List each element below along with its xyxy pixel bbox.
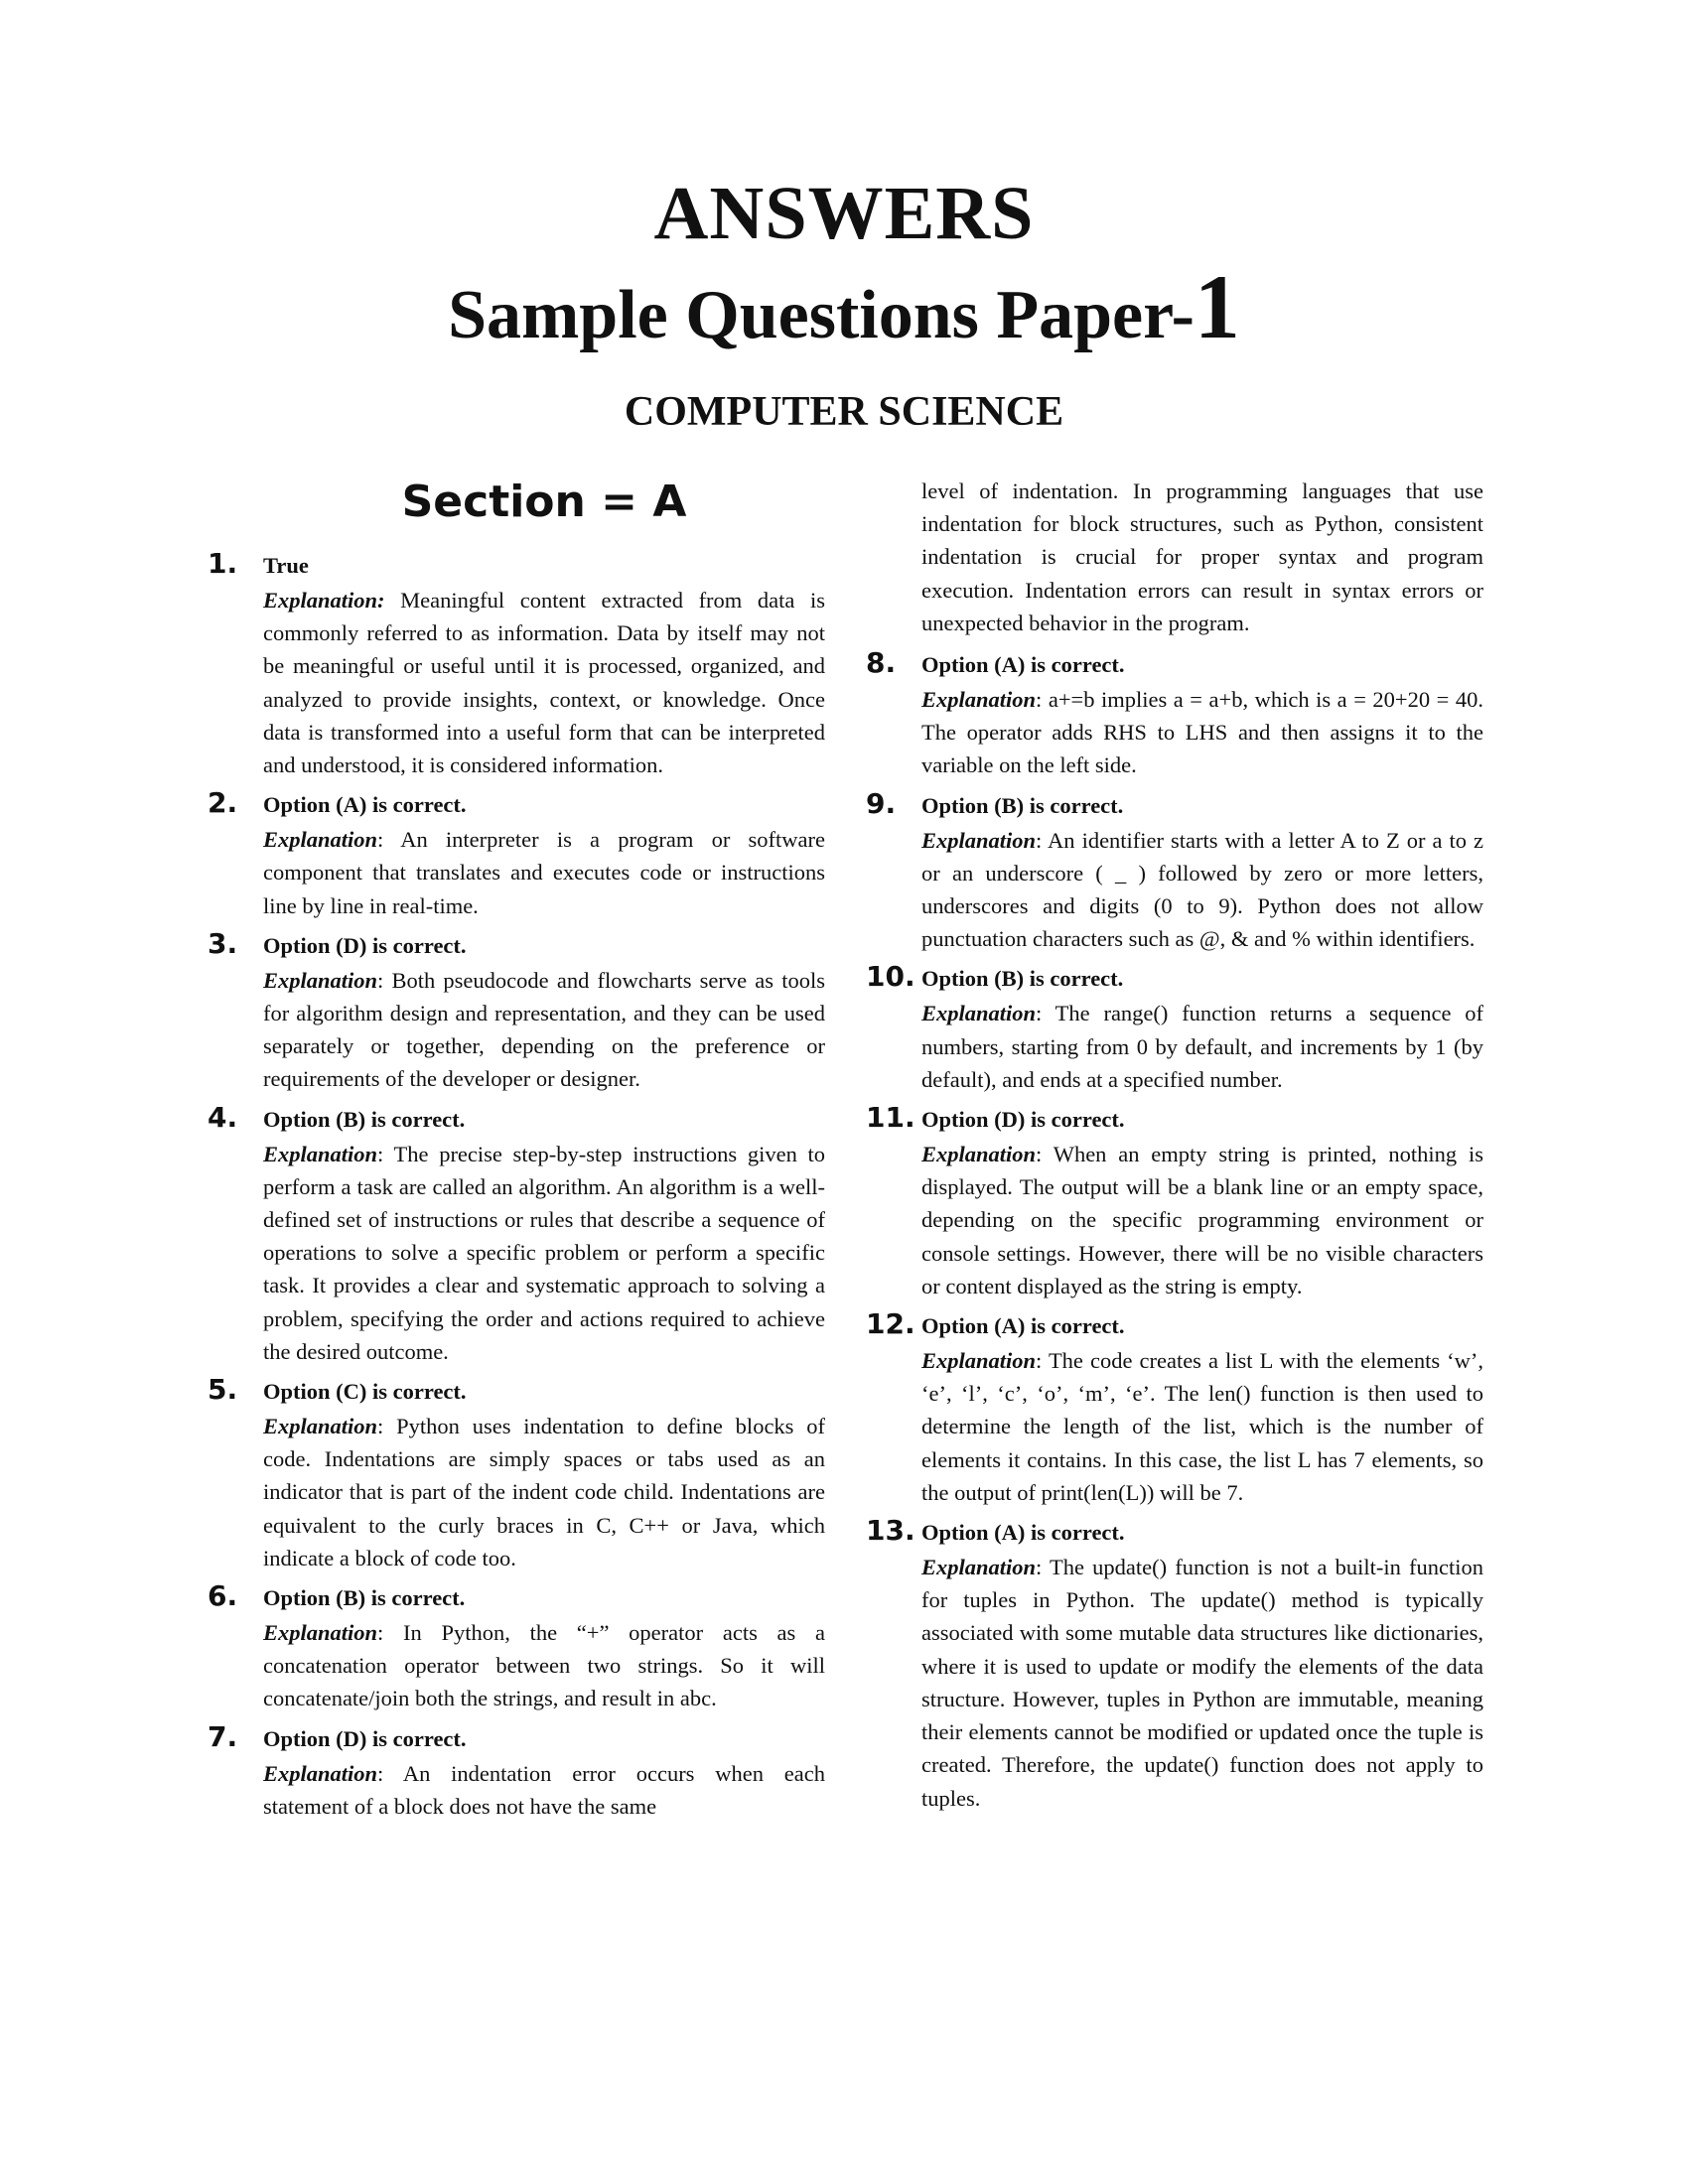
- explanation: [263, 1138, 825, 1368]
- question-number: 10.: [866, 960, 915, 994]
- explanation-text: : An identifier starts with a letter A to Z or a to z or an underscore ( _ ) followed by zero or more letters, underscores and digits (0 to 9). Python does not allow punctuation characters such as @, & and % within identifiers.: [921, 827, 1483, 952]
- explanation-text: : When an empty string is printed, nothing is displayed. The output will be a blank line or an empty space, depending on the specific programming environment or console settings. However, there will be no visible characters or content displayed as the string is empty.: [921, 1142, 1483, 1298]
- explanation-label: Explanation: [263, 1760, 378, 1786]
- answer-item: [208, 1100, 825, 1368]
- answer-item: [866, 1514, 1483, 1815]
- answer-line: Option (B) is correct.: [921, 792, 1124, 818]
- paper-number: 1: [1194, 256, 1240, 357]
- question-number: 5.: [208, 1373, 238, 1407]
- answer-line: True: [263, 553, 309, 578]
- explanation: [921, 1138, 1483, 1302]
- paper-title-text: Sample Questions Paper-: [448, 277, 1195, 353]
- explanation: [263, 1616, 825, 1715]
- explanation-label: Explanation: [921, 1348, 1037, 1374]
- answer-item: [208, 1373, 825, 1574]
- explanation-text: : The range() function returns a sequence of numbers, starting from 0 by default, and increments by 1 (by default), and ends at a specified number.: [921, 1001, 1483, 1092]
- explanation-label: Explanation: [921, 827, 1037, 853]
- explanation: [263, 1757, 825, 1823]
- explanation-label: Explanation: [921, 1555, 1037, 1580]
- page-title: ANSWERS: [653, 172, 1035, 255]
- question-number: 4.: [208, 1100, 238, 1134]
- explanation-label: Explanation:: [263, 588, 385, 613]
- answer-line: Option (B) is correct.: [263, 1585, 466, 1611]
- explanation: [263, 823, 825, 922]
- continued-explanation: level of indentation. In programming languages that use indentation for block structures, such as Python, consistent indentation is crucial for proper syntax and program execution. Indentation errors can result in syntax errors or unexpected behavior in the program.: [921, 478, 1483, 635]
- explanation: [263, 584, 825, 781]
- question-number: 3.: [208, 926, 238, 960]
- explanation-label: Explanation: [263, 967, 378, 993]
- question-number: 2.: [208, 786, 238, 820]
- explanation: [921, 683, 1483, 782]
- explanation-text: : An indentation error occurs when each statement of a block does not have the same: [263, 1760, 825, 1819]
- answer-line: Option (D) is correct.: [921, 1107, 1125, 1133]
- explanation: [921, 1551, 1483, 1815]
- explanation-text: : a+=b implies a = a+b, which is a = 20+20 = 40. The operator adds RHS to LHS and then assigns it to the variable on the left side.: [921, 687, 1483, 778]
- answer-item: [208, 786, 825, 922]
- answer-item: [208, 1719, 825, 1823]
- explanation-label: Explanation: [263, 1141, 378, 1166]
- explanation: [921, 824, 1483, 956]
- question-number: 12.: [866, 1307, 915, 1341]
- paper-title: [0, 256, 1688, 361]
- explanation-text: : The update() function is not a built-in function for tuples in Python. The update() method is typically associated with some mutable data structures like dictionaries, where it is used to update or modify the elements of the data structure. However, tuples in Python are immutable, meaning their elements cannot be modified or updated once the tuple is created. Therefore, the update() function does not apply to tuples.: [921, 1555, 1483, 1811]
- answer-line: Option (B) is correct.: [921, 966, 1124, 992]
- answer-item: [208, 1579, 825, 1715]
- question-number: 13.: [866, 1514, 915, 1548]
- answer-item: [866, 1101, 1483, 1302]
- explanation: [263, 964, 825, 1096]
- explanation-text: Meaningful content extracted from data is commonly referred to as information. Data by itself may not be meaningful or useful until it is processed, organized, and analyzed to provide insights, context, or knowledge. Once data is transformed into a useful form that can be interpreted and understood, it is considered information.: [263, 588, 825, 778]
- question-number: 6.: [208, 1579, 238, 1613]
- answer-line: Option (A) is correct.: [921, 652, 1125, 678]
- answer-item: [208, 547, 825, 781]
- question-number: 11.: [866, 1101, 915, 1135]
- question-number: 7.: [208, 1719, 238, 1753]
- explanation-label: Explanation: [921, 687, 1037, 713]
- right-column: [866, 475, 1483, 1821]
- explanation: [263, 1410, 825, 1574]
- answer-item: [208, 926, 825, 1096]
- explanation-label: Explanation: [263, 827, 378, 853]
- explanation-text: : Both pseudocode and flowcharts serve as tools for algorithm design and representation, and they can be used separately or together, depending on the preference or requirements of the developer or designer.: [263, 967, 825, 1092]
- explanation-text: : In Python, the “+” operator acts as a concatenation operator between two strings. So it will concatenate/join both the strings, and result in abc.: [263, 1620, 825, 1711]
- question-number: 9.: [866, 786, 897, 820]
- explanation-label: Explanation: [921, 1142, 1037, 1167]
- answer-line: Option (A) is correct.: [921, 1313, 1125, 1339]
- explanation-text: : The code creates a list L with the elements ‘w’, ‘e’, ‘l’, ‘c’, ‘o’, ‘m’, ‘e’. The len() function is then used to determine the length of the list, which is the number of elements it contains. In this case, the list L has 7 elements, so the output of print(len(L)) will be 7.: [921, 1348, 1483, 1505]
- question-number: 8.: [866, 646, 897, 680]
- answer-line: Option (C) is correct.: [263, 1379, 467, 1405]
- answer-line: Option (A) is correct.: [263, 792, 467, 818]
- answer-line: Option (D) is correct.: [263, 1725, 467, 1751]
- answer-line: Option (A) is correct.: [921, 1520, 1125, 1546]
- left-column: [208, 475, 825, 1829]
- explanation-label: Explanation: [263, 1620, 378, 1646]
- answer-item: [866, 1307, 1483, 1509]
- subject-title: COMPUTER SCIENCE: [624, 389, 1064, 435]
- explanation-label: Explanation: [921, 1001, 1037, 1026]
- question-number: 1.: [208, 547, 238, 580]
- answer-item: [866, 786, 1483, 956]
- explanation: [921, 997, 1483, 1096]
- explanation-text: : The precise step-by-step instructions given to perform a task are called an algorithm. An algorithm is a well-defined set of instructions or rules that describe a sequence of operations to solve a specific problem or perform a specific task. It provides a clear and systematic approach to solving a problem, specifying the order and actions required to achieve the desired outcome.: [263, 1141, 825, 1364]
- section-title: Section = A: [401, 477, 687, 527]
- answer-item: [866, 646, 1483, 782]
- answer-line: Option (B) is correct.: [263, 1106, 466, 1132]
- page-header: [0, 174, 1688, 437]
- answer-item: [866, 960, 1483, 1096]
- explanation: [921, 1344, 1483, 1509]
- answer-line: Option (D) is correct.: [263, 932, 467, 958]
- explanation-label: Explanation: [263, 1414, 378, 1439]
- explanation-text: : An interpreter is a program or software component that translates and executes code or instructions line by line in real-time.: [263, 827, 825, 918]
- explanation-text: : Python uses indentation to define blocks of code. Indentations are simply spaces or tabs used as an indicator that is part of the indent code child. Indentations are equivalent to the curly braces in C, C++ or Java, which indicate a block of code too.: [263, 1414, 825, 1570]
